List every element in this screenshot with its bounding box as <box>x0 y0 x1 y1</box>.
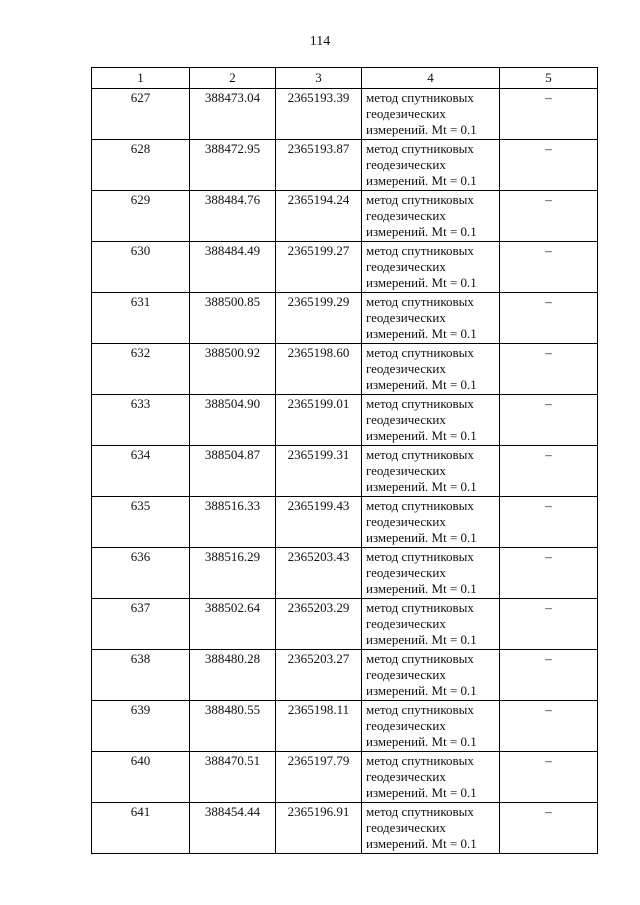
y-coordinate-cell: 2365203.27 <box>276 650 362 701</box>
y-coordinate-cell: 2365193.87 <box>276 140 362 191</box>
table-row <box>92 803 598 854</box>
x-coordinate-cell: 388472.95 <box>190 140 276 191</box>
table-row <box>92 548 598 599</box>
point-number-cell: 634 <box>92 446 190 497</box>
note-cell: – <box>500 599 598 650</box>
method-line: измерений. Mt = 0.1 <box>366 428 477 443</box>
table-row <box>92 752 598 803</box>
method-line: метод спутниковых <box>366 702 474 717</box>
x-coordinate-cell: 388500.85 <box>190 293 276 344</box>
x-coordinate-cell: 388484.49 <box>190 242 276 293</box>
method-line: измерений. Mt = 0.1 <box>366 581 477 596</box>
method-cell <box>362 395 500 446</box>
method-line: метод спутниковых <box>366 141 474 156</box>
note-cell: – <box>500 395 598 446</box>
point-number-cell: 635 <box>92 497 190 548</box>
method-cell <box>362 344 500 395</box>
method-cell <box>362 446 500 497</box>
method-line: геодезических <box>366 106 446 121</box>
x-coordinate-cell: 388504.90 <box>190 395 276 446</box>
method-line: геодезических <box>366 361 446 376</box>
point-number-cell: 630 <box>92 242 190 293</box>
method-line: метод спутниковых <box>366 804 474 819</box>
method-line: геодезических <box>366 769 446 784</box>
point-number-cell: 639 <box>92 701 190 752</box>
y-coordinate-cell: 2365198.60 <box>276 344 362 395</box>
table-row <box>92 599 598 650</box>
method-line: метод спутниковых <box>366 243 474 258</box>
method-line: метод спутниковых <box>366 294 474 309</box>
method-line: измерений. Mt = 0.1 <box>366 683 477 698</box>
method-line: геодезических <box>366 616 446 631</box>
method-line: метод спутниковых <box>366 651 474 666</box>
method-line: измерений. Mt = 0.1 <box>366 836 477 851</box>
y-coordinate-cell: 2365199.01 <box>276 395 362 446</box>
y-coordinate-cell: 2365203.29 <box>276 599 362 650</box>
point-number-cell: 638 <box>92 650 190 701</box>
x-coordinate-cell: 388516.33 <box>190 497 276 548</box>
method-cell <box>362 497 500 548</box>
method-cell <box>362 242 500 293</box>
point-number-cell: 629 <box>92 191 190 242</box>
method-cell <box>362 803 500 854</box>
y-coordinate-cell: 2365199.29 <box>276 293 362 344</box>
method-line: метод спутниковых <box>366 447 474 462</box>
method-cell <box>362 701 500 752</box>
y-coordinate-cell: 2365196.91 <box>276 803 362 854</box>
method-cell <box>362 140 500 191</box>
method-line: измерений. Mt = 0.1 <box>366 632 477 647</box>
note-cell: – <box>500 191 598 242</box>
point-number-cell: 636 <box>92 548 190 599</box>
y-coordinate-cell: 2365203.43 <box>276 548 362 599</box>
method-line: измерений. Mt = 0.1 <box>366 122 477 137</box>
x-coordinate-cell: 388480.55 <box>190 701 276 752</box>
column-header: 4 <box>362 68 500 89</box>
y-coordinate-cell: 2365194.24 <box>276 191 362 242</box>
method-line: метод спутниковых <box>366 498 474 513</box>
table-row <box>92 395 598 446</box>
note-cell: – <box>500 701 598 752</box>
method-line: измерений. Mt = 0.1 <box>366 326 477 341</box>
method-line: измерений. Mt = 0.1 <box>366 785 477 800</box>
method-line: измерений. Mt = 0.1 <box>366 479 477 494</box>
method-line: геодезических <box>366 310 446 325</box>
table-row <box>92 242 598 293</box>
method-cell <box>362 752 500 803</box>
table-row <box>92 497 598 548</box>
y-coordinate-cell: 2365199.27 <box>276 242 362 293</box>
method-cell <box>362 650 500 701</box>
method-line: геодезических <box>366 157 446 172</box>
method-line: геодезических <box>366 820 446 835</box>
x-coordinate-cell: 388470.51 <box>190 752 276 803</box>
table-row <box>92 140 598 191</box>
method-line: геодезических <box>366 667 446 682</box>
method-cell <box>362 293 500 344</box>
coordinates-table <box>91 67 598 854</box>
column-header: 2 <box>190 68 276 89</box>
note-cell: – <box>500 344 598 395</box>
x-coordinate-cell: 388516.29 <box>190 548 276 599</box>
method-line: измерений. Mt = 0.1 <box>366 224 477 239</box>
y-coordinate-cell: 2365193.39 <box>276 89 362 140</box>
method-line: измерений. Mt = 0.1 <box>366 530 477 545</box>
table-row <box>92 344 598 395</box>
method-line: метод спутниковых <box>366 549 474 564</box>
point-number-cell: 637 <box>92 599 190 650</box>
method-line: геодезических <box>366 718 446 733</box>
point-number-cell: 640 <box>92 752 190 803</box>
point-number-cell: 632 <box>92 344 190 395</box>
method-line: метод спутниковых <box>366 90 474 105</box>
note-cell: – <box>500 140 598 191</box>
point-number-cell: 631 <box>92 293 190 344</box>
note-cell: – <box>500 650 598 701</box>
x-coordinate-cell: 388454.44 <box>190 803 276 854</box>
method-line: метод спутниковых <box>366 396 474 411</box>
y-coordinate-cell: 2365199.43 <box>276 497 362 548</box>
column-header: 3 <box>276 68 362 89</box>
method-line: измерений. Mt = 0.1 <box>366 377 477 392</box>
column-header: 1 <box>92 68 190 89</box>
note-cell: – <box>500 497 598 548</box>
note-cell: – <box>500 446 598 497</box>
method-cell <box>362 89 500 140</box>
note-cell: – <box>500 803 598 854</box>
point-number-cell: 627 <box>92 89 190 140</box>
method-line: геодезических <box>366 565 446 580</box>
note-cell: – <box>500 242 598 293</box>
method-cell <box>362 599 500 650</box>
column-header: 5 <box>500 68 598 89</box>
table-body <box>92 89 598 854</box>
table-row <box>92 650 598 701</box>
method-cell <box>362 191 500 242</box>
y-coordinate-cell: 2365199.31 <box>276 446 362 497</box>
table-row <box>92 191 598 242</box>
method-line: геодезических <box>366 259 446 274</box>
method-line: метод спутниковых <box>366 345 474 360</box>
method-line: измерений. Mt = 0.1 <box>366 275 477 290</box>
table-row <box>92 89 598 140</box>
method-line: геодезических <box>366 412 446 427</box>
note-cell: – <box>500 293 598 344</box>
method-line: геодезических <box>366 208 446 223</box>
table-row <box>92 701 598 752</box>
x-coordinate-cell: 388480.28 <box>190 650 276 701</box>
x-coordinate-cell: 388504.87 <box>190 446 276 497</box>
table-header-row <box>92 68 598 89</box>
x-coordinate-cell: 388473.04 <box>190 89 276 140</box>
method-line: метод спутниковых <box>366 600 474 615</box>
y-coordinate-cell: 2365198.11 <box>276 701 362 752</box>
method-line: измерений. Mt = 0.1 <box>366 734 477 749</box>
point-number-cell: 628 <box>92 140 190 191</box>
method-line: измерений. Mt = 0.1 <box>366 173 477 188</box>
page-number: 114 <box>309 34 331 49</box>
y-coordinate-cell: 2365197.79 <box>276 752 362 803</box>
note-cell: – <box>500 548 598 599</box>
method-line: метод спутниковых <box>366 753 474 768</box>
method-line: метод спутниковых <box>366 192 474 207</box>
note-cell: – <box>500 89 598 140</box>
method-line: геодезических <box>366 514 446 529</box>
method-line: геодезических <box>366 463 446 478</box>
method-cell <box>362 548 500 599</box>
x-coordinate-cell: 388502.64 <box>190 599 276 650</box>
x-coordinate-cell: 388484.76 <box>190 191 276 242</box>
point-number-cell: 633 <box>92 395 190 446</box>
point-number-cell: 641 <box>92 803 190 854</box>
table-row <box>92 293 598 344</box>
note-cell: – <box>500 752 598 803</box>
table-row <box>92 446 598 497</box>
x-coordinate-cell: 388500.92 <box>190 344 276 395</box>
